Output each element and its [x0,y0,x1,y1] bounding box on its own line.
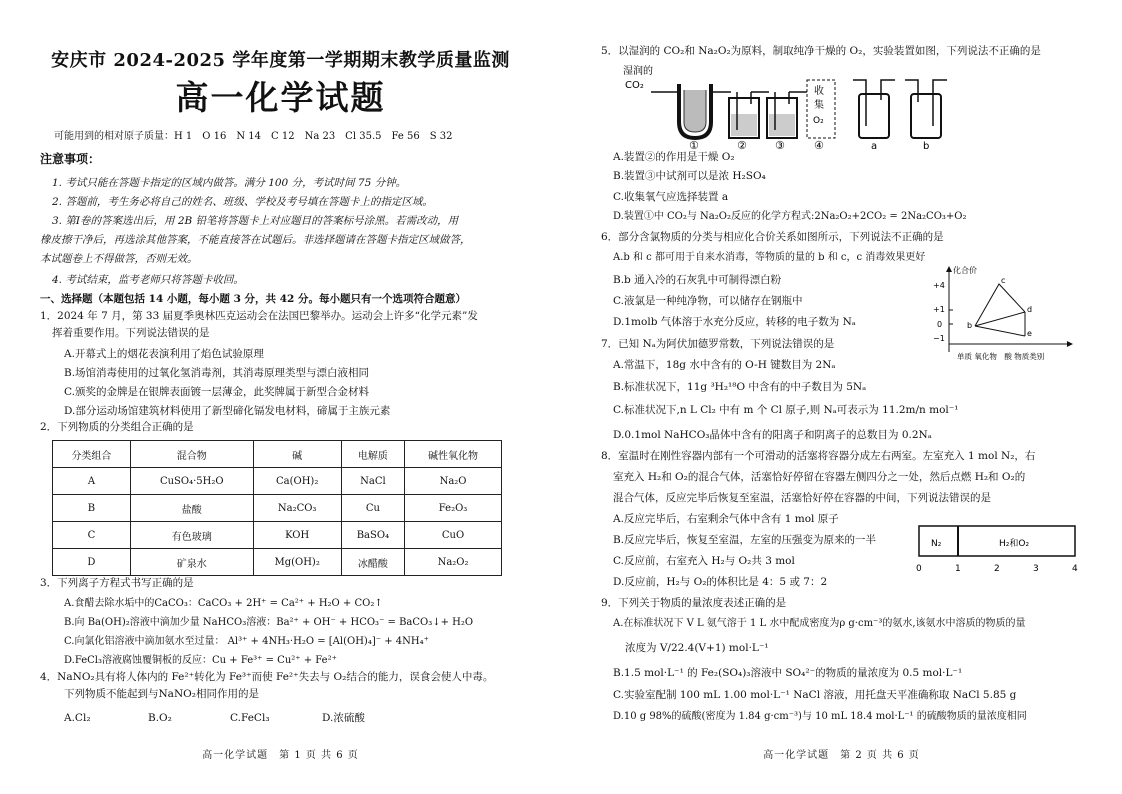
device-label: ③ [775,139,785,150]
collect-label: O₂ [813,116,824,126]
q8-option-c: C.反应前，右室充入 H₂与 O₂共 3 mol [613,555,795,567]
q6-option-a: A.b 和 c 都可用于自来水消毒，等物质的量的 b 和 c，c 消毒效果更好 [613,252,926,263]
q9-option-a-cont: 浓度为 V/22.4(V+1) mol·L⁻¹ [625,642,769,654]
q8-option-b: B.反应完毕后，恢复至室温，左室的压强变为原来的一半 [613,534,877,546]
x-axis-label: 单质 氧化物 酸 物质类别 [957,352,1045,361]
q7-stem: 7．已知 Nₐ为阿伏加德罗常数，下列说法错误的是 [601,338,835,350]
q1-option-c: C.颁奖的金牌是在银牌表面镀一层薄金，此奖牌属于新型合金材料 [64,386,369,398]
point-label: d [1027,305,1033,314]
q6-option-d: D.1molb 气体溶于水充分反应，转移的电子数为 Nₐ [613,316,856,328]
table-header: 混合物 [130,441,253,468]
q7-option-a: A.常温下，18g 水中含有的 O-H 键数目为 2Nₐ [613,359,836,371]
page-2 [561,0,1122,794]
q1-option-a: A.开幕式上的烟花表演利用了焰色试验原理 [64,348,264,360]
q3-option-b: B.向 Ba(OH)₂溶液中滴加少量 NaHCO₃溶液：Ba²⁺ + OH⁻ + HCO₃⁻ = BaCO₃↓+ H₂O [64,617,474,628]
table-cell: 有色玻璃 [130,522,253,549]
table-cell: Na₂O₂ [405,549,502,576]
table-cell: 盐酸 [130,495,253,522]
y-tick: 0 [937,320,943,329]
q9-option-d: D.10 g 98%的硫酸(密度为 1.84 g·cm⁻³)与 10 mL 18.4 mol·L⁻¹ 的硫酸物质的量浓度相同 [613,711,1027,722]
scale-tick: 3 [1033,564,1039,574]
point-label: c [1001,276,1006,285]
q4-stem: 4．NaNO₂具有将人体内的 Fe²⁺转化为 Fe³⁺而使 Fe²⁺失去与 O₂结合的能力，误食会使人中毒。 [40,671,494,683]
page-footer: 高一化学试题 第 2 页 共 6 页 [763,750,920,761]
notice-3-cont2: 本试题卷上不得做答，否则无效。 [40,253,198,265]
notice-heading: 注意事项： [40,152,101,166]
table-header: 分类组合 [53,441,131,468]
q1-option-b: B.场馆消毒使用的过氧化氢消毒剂，其消毒原理类型与漂白液相同 [64,367,370,379]
q3-stem: 3．下列离子方程式书写正确的是 [40,577,194,589]
y-tick: +4 [933,281,945,290]
device-label: ④ [814,139,824,150]
q9-stem: 9．下列关于物质的量浓度表述正确的是 [601,597,787,609]
q1-stem: 1．2024 年 7 月，第 33 届夏季奥林匹克运动会在法国巴黎举办。运动会上许多“化学元素”发 [40,310,478,322]
q8-container-figure [911,522,1081,576]
table-cell: 矿泉水 [130,549,253,576]
table-cell: D [53,549,131,576]
q9-option-b: B.1.5 mol·L⁻¹ 的 Fe₂(SO₄)₃溶液中 SO₄²⁻的物质的量浓度为 0.5 mol·L⁻¹ [613,667,963,679]
notice-2: 2. 答题前，考生务必将自己的姓名、班级、学校及考号填在答题卡上的指定区域。 [52,196,433,208]
table-row [53,549,502,576]
table-cell: BaSO₄ [341,522,404,549]
table-cell: Na₂CO₃ [253,495,341,522]
device-label: ① [689,139,699,150]
q5-apparatus-figure [621,60,951,150]
collect-label: 收 [814,86,824,97]
q9-option-c: C.实验室配制 100 mL 1.00 mol·L⁻¹ NaCl 溶液，用托盘天平准确称取 NaCl 5.85 g [613,689,1017,701]
notice-3-cont: 橡皮擦干净后，再选涂其他答案，不能直接答在试题后。非选择题请在答题卡指定区域做答， [40,234,471,246]
atomic-masses: 可能用到的相对原子质量：H 1 O 16 N 14 C 12 Na 23 Cl 35.5 Fe 56 S 32 [54,131,453,142]
q4-option-d: D.浓硫酸 [322,712,365,724]
table-header-row [53,441,502,468]
q6-option-b: B.b 通入冷的石灰乳中可制得漂白粉 [613,274,782,286]
y-tick: −1 [933,334,945,343]
notice-4: 4. 考试结束，监考老师只将答题卡收回。 [52,274,244,286]
q8-stem: 8．室温时在刚性容器内部有一个可滑动的活塞将容器分成左右两室。左室充入 1 mol N₂，右 [601,450,1036,462]
scale-tick: 1 [955,564,961,574]
q3-option-d: D.FeCl₃溶液腐蚀覆铜板的反应：Cu + Fe³⁺ = Cu²⁺ + Fe²⁺ [64,655,337,666]
q3-option-c: C.向氯化铝溶液中滴加氨水至过量： Al³⁺ + 4NH₃·H₂O = [Al(OH)₄]⁻ + 4NH₄⁺ [64,636,429,647]
table-header: 碱性氧化物 [405,441,502,468]
table-cell: A [53,468,131,495]
table-cell: CuO [405,522,502,549]
table-cell: Ca(OH)₂ [253,468,341,495]
q8-stem-cont: 室充入 H₂和 O₂的混合气体，活塞恰好停留在容器左侧四分之一处，然后点燃 H₂和 O₂的 [613,471,1026,483]
table-row [53,495,502,522]
q5-option-c: C.收集氧气应选择装置 a [613,191,729,203]
table-cell: B [53,495,131,522]
notice-1: 1. 考试只能在答题卡指定的区域内做答。满分 100 分，考试时间 75 分钟。 [52,177,407,189]
q6-valence-chart [929,264,1079,364]
y-tick: +1 [933,305,945,314]
q7-option-b: B.标准状况下，11g ³H₂¹⁸O 中含有的中子数目为 5Nₐ [613,381,867,393]
q4-option-b: B.O₂ [148,712,172,724]
section-1-heading: 一、选择题（本题包括 14 小题，每小题 3 分，共 42 分。每小题只有一个选项符合题意） [40,293,466,305]
gas-label: 湿润的 [623,66,653,77]
table-cell: Mg(OH)₂ [253,549,341,576]
table-cell: Cu [341,495,404,522]
q7-option-c: C.标准状况下,n L Cl₂ 中有 m 个 Cl 原子,则 Nₐ可表示为 11.2m/n mol⁻¹ [613,404,959,416]
q6-stem: 6．部分含氯物质的分类与相应化合价关系如图所示，下列说法不正确的是 [601,231,944,243]
table-cell: CuSO₄·5H₂O [130,468,253,495]
q8-option-d: D.反应前，H₂与 O₂的体积比是 4：5 或 7：2 [613,576,828,588]
table-row [53,468,502,495]
classification-table [52,440,502,576]
table-cell: 冰醋酸 [341,549,404,576]
q5-option-d: D.装置①中 CO₂与 Na₂O₂反应的化学方程式:2Na₂O₂+2CO₂ = 2Na₂CO₃+O₂ [613,211,967,222]
scale-tick: 0 [916,564,922,574]
gas-label: CO₂ [625,80,644,91]
point-label: e [1027,329,1032,338]
table-header: 电解质 [341,441,404,468]
table-cell: KOH [253,522,341,549]
y-axis-label: 化合价 [953,266,977,275]
q5-option-b: B.装置③中试剂可以是浓 H₂SO₄ [613,170,766,182]
q2-stem: 2．下列物质的分类组合正确的是 [40,421,194,433]
q5-stem: 5．以湿润的 CO₂和 Na₂O₂为原料，制取纯净干燥的 O₂，实验装置如图，下列说法不正确的是 [601,45,1041,57]
device-label: b [923,141,930,150]
left-chamber-label: N₂ [931,539,942,549]
q1-stem-cont: 挥着重要作用。下列说法错误的是 [52,327,210,339]
q6-option-c: C.液氯是一种纯净物，可以储存在钢瓶中 [613,295,803,307]
q5-option-a: A.装置②的作用是干燥 O₂ [613,151,735,163]
q4-option-c: C.FeCl₃ [230,712,270,724]
exam-subtitle: 高一化学试题 [175,78,386,117]
table-header: 碱 [253,441,341,468]
q8-option-a: A.反应完毕后，右室剩余气体中含有 1 mol 原子 [613,513,839,525]
q4-option-a: A.Cl₂ [64,712,91,724]
device-label: ② [737,139,747,150]
table-cell: Na₂O [405,468,502,495]
q3-option-a: A.食醋去除水垢中的CaCO₃：CaCO₃ + 2H⁺ = Ca²⁺ + H₂O + CO₂↑ [64,598,383,609]
q1-option-d: D.部分运动场馆建筑材料使用了新型碲化镉发电材料，碲属于主族元素 [64,405,391,417]
table-row [53,522,502,549]
q8-stem-cont2: 混合气体，反应完毕后恢复至室温，活塞恰好停在容器的中间，下列说法错误的是 [613,492,991,504]
page-footer: 高一化学试题 第 1 页 共 6 页 [202,750,359,761]
table-cell: NaCl [341,468,404,495]
q9-option-a: A.在标准状况下 V L 氨气溶于 1 L 水中配成密度为ρ g·cm⁻³的氨水,该氨水中溶质的物质的量 [613,618,1026,629]
q7-option-d: D.0.1mol NaHCO₃晶体中含有的阳离子和阴离子的总数目为 0.2Nₐ [613,429,932,441]
scale-tick: 4 [1072,564,1078,574]
point-label: b [967,321,973,330]
scale-tick: 2 [994,564,1000,574]
right-chamber-label: H₂和O₂ [999,539,1030,549]
collect-label: 集 [814,100,824,111]
exam-title: 安庆市 2024-2025 学年度第一学期期末教学质量监测 [51,50,510,71]
q4-stem-cont: 下列物质不能起到与NaNO₂相同作用的是 [64,688,259,700]
table-cell: C [53,522,131,549]
notice-3: 3. 第Ⅰ卷的答案选出后，用 2B 铅笔将答题卡上对应题目的答案标号涂黑。若需改动，用 [52,215,459,227]
device-label: a [871,141,878,150]
table-cell: Fe₂O₃ [405,495,502,522]
